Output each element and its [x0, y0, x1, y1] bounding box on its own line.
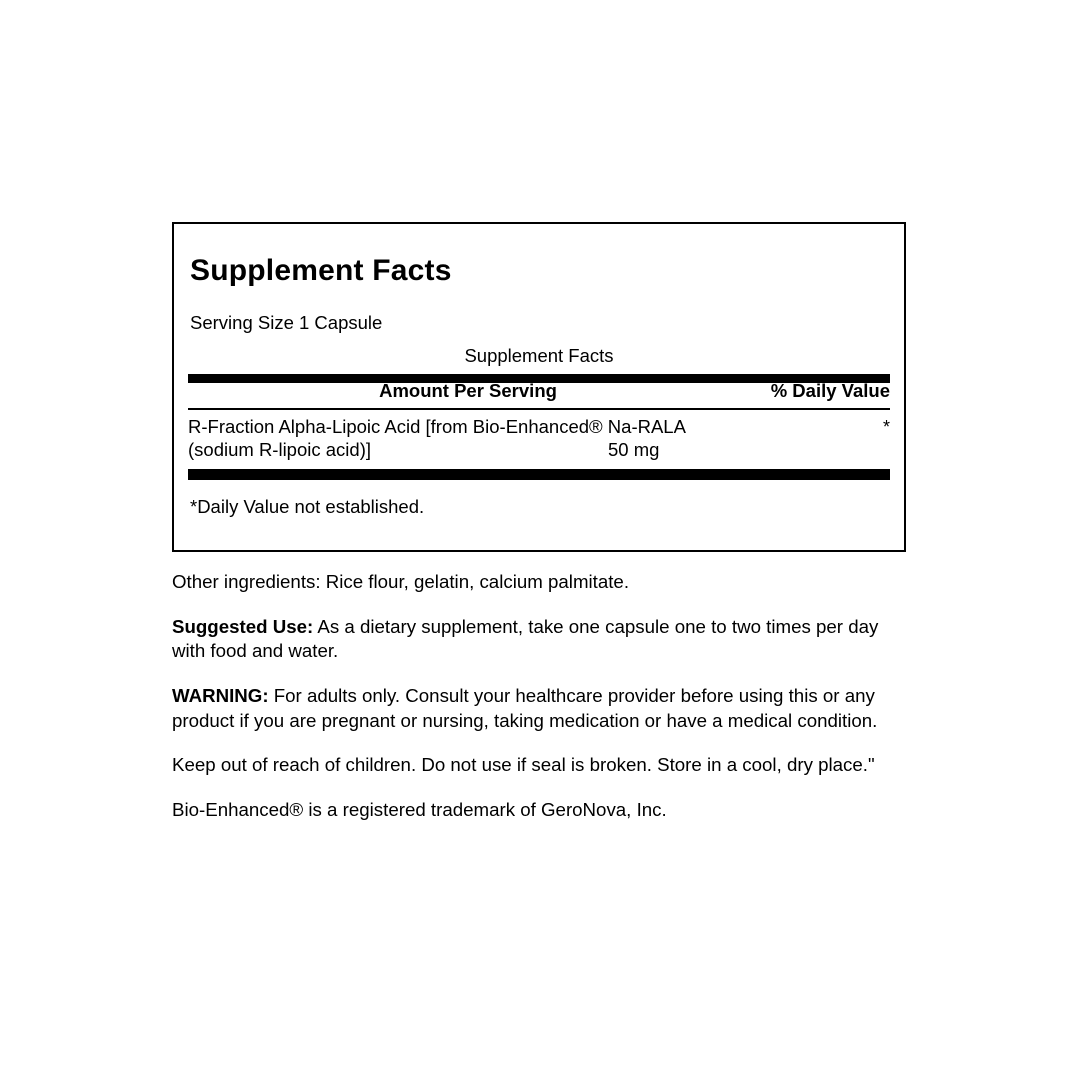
divider-thin [188, 408, 890, 410]
label-details [172, 570, 894, 823]
panel-subtitle: Supplement Facts [464, 345, 614, 366]
nutrient-amount: 50 mg [608, 439, 660, 460]
warning-label: WARNING: [172, 685, 269, 707]
daily-value-footnote: *Daily Value not established. [190, 496, 425, 517]
panel-title: Supplement Facts [190, 254, 452, 287]
nutrient-name: R-Fraction Alpha-Lipoic Acid [from Bio-Enhanced® Na-RALA (sodium R-lipoic acid)] [188, 416, 685, 460]
trademark-paragraph: Bio-Enhanced® is a registered trademark of GeroNova, Inc. [172, 799, 667, 821]
supplement-facts-panel [172, 222, 906, 552]
table-header-row [188, 377, 890, 407]
warning-text: For adults only. Consult your healthcare provider before using this or any product if you are pregnant or nursing, taking medication or have a medical condition. [172, 685, 878, 731]
suggested-use-text: As a dietary supplement, take one capsule one to two times per day with food and water. [172, 615, 879, 662]
warning-paragraph [172, 684, 894, 733]
nutrient-daily-value: * [882, 417, 890, 437]
column-header-amount: Amount Per Serving [379, 380, 557, 401]
suggested-use-paragraph [172, 615, 894, 664]
divider-thick-bottom [188, 469, 890, 480]
column-header-daily-value: % Daily Value [770, 380, 890, 401]
other-ingredients-paragraph: Other ingredients: Rice flour, gelatin, calcium palmitate. [172, 571, 630, 592]
storage-paragraph: Keep out of reach of children. Do not use if seal is broken. Store in a cool, dry place." [172, 754, 875, 776]
serving-size: Serving Size 1 Capsule [190, 312, 383, 333]
suggested-use-label: Suggested Use: [172, 615, 314, 637]
